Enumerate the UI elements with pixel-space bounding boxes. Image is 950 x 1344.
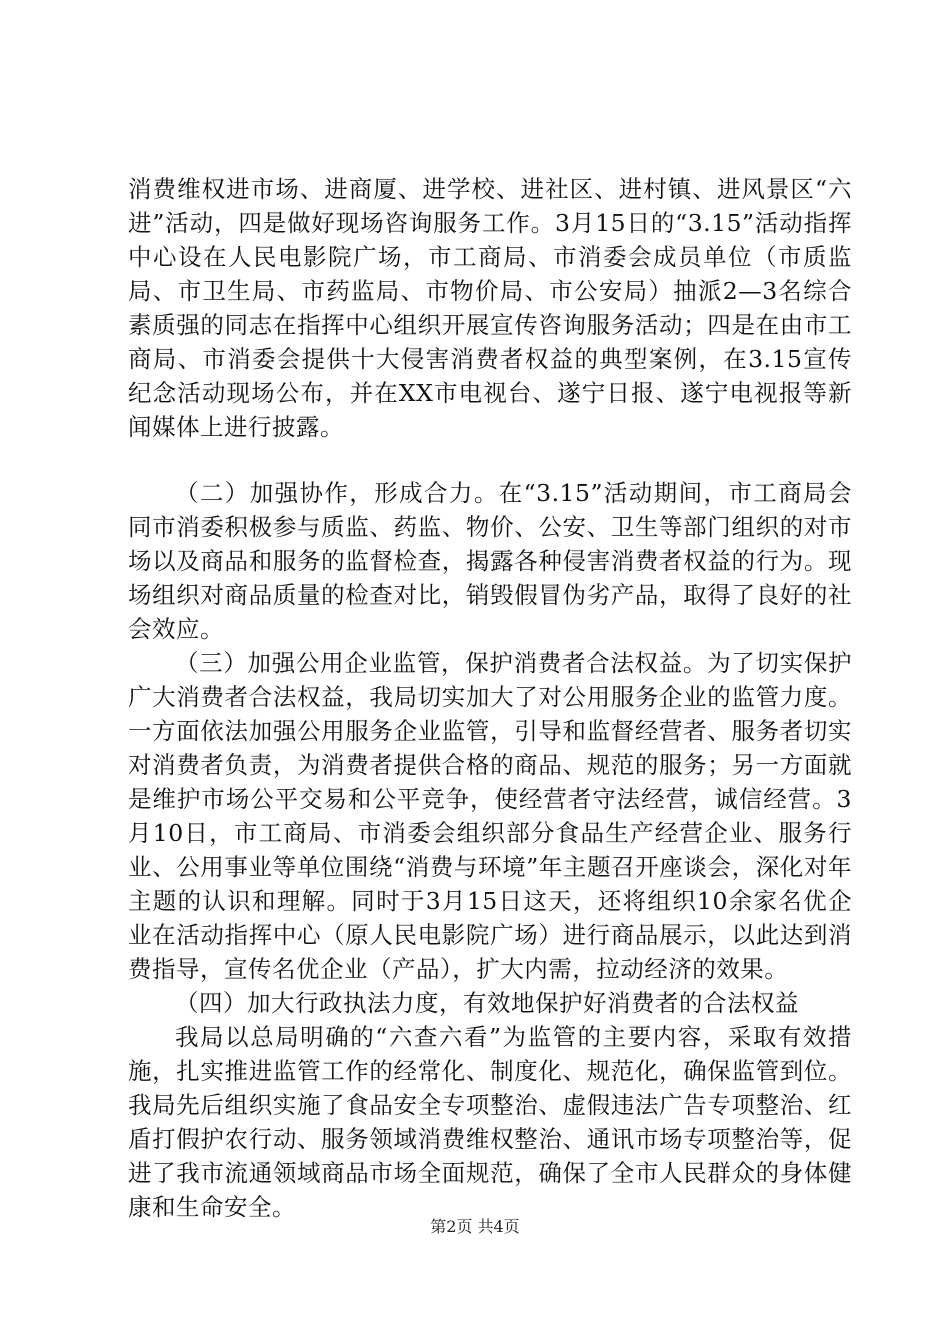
paragraph-section-4-body: 我局以总局明确的“六查六看”为监管的主要内容，采取有效措施，扎实推进监管工作的经常化、制度化、规范化，确保监管到位。我局先后组织实施了食品安全专项整治、虚假违法广告专项整治、红盾打假护农行动、服务领域消费维权整治、通讯市场专项整治等，促进了我市流通领域商品市场全面规范，确保了全市人民群众的身体健康和生命安全。 — [128, 1023, 852, 1221]
paragraph-section-3: （三）加强公用企业监管，保护消费者合法权益。为了切实保护广大消费者合法权益，我局切实加大了对公用服务企业的监管力度。一方面依法加强公用服务企业监管，引导和监督经营者、服务者切实对消费者负责，为消费者提供合格的商品、规范的服务；另一方面就是维护市场公平交易和公平竞争，使经营者守法经营，诚信经营。3月10日，市工商局、市消委会组织部分食品生产经营企业、服务行业、公用事业等单位围绕“消费与环境”年主题召开座谈会，深化对年主题的认识和理解。同时于3月15日这天，还将组织10余家名优企业在活动指挥中心（原人民电影院广场）进行商品展示，以此达到消费指导，宣传名优企业（产品），扩大内需，拉动经济的效果。 — [128, 649, 852, 983]
page-footer — [0, 1216, 950, 1238]
paragraph-section-2: （二）加强协作，形成合力。在“3.15”活动期间，市工商局会同市消委积极参与质监、药监、物价、公安、卫生等部门组织的对市场以及商品和服务的监督检查，揭露各种侵害消费者权益的行为。现场组织对商品质量的检查对比，销毁假冒伪劣产品，取得了良好的社会效应。 — [128, 479, 852, 643]
paragraph-continuation: 消费维权进市场、进商厦、进学校、进社区、进村镇、进风景区“六进”活动，四是做好现场咨询服务工作。3月15日的“3.15”活动指挥中心设在人民电影院广场，市工商局、市消委会成员单位（市质监局、市卫生局、市药监局、市物价局、市公安局）抽派2—3名综合素质强的同志在指挥中心组织开展宣传咨询服务活动；四是在由市工商局、市消委会提供十大侵害消费者权益的典型案例，在3.15宣传纪念活动现场公布，并在XX市电视台、遂宁日报、遂宁电视报等新闻媒体上进行披露。 — [128, 175, 852, 441]
page-number-label: 第2页 共4页 — [430, 1217, 520, 1236]
document-body — [128, 172, 852, 1224]
paragraph-section-4-heading: （四）加大行政执法力度，有效地保护好消费者的合法权益 — [175, 989, 799, 1017]
